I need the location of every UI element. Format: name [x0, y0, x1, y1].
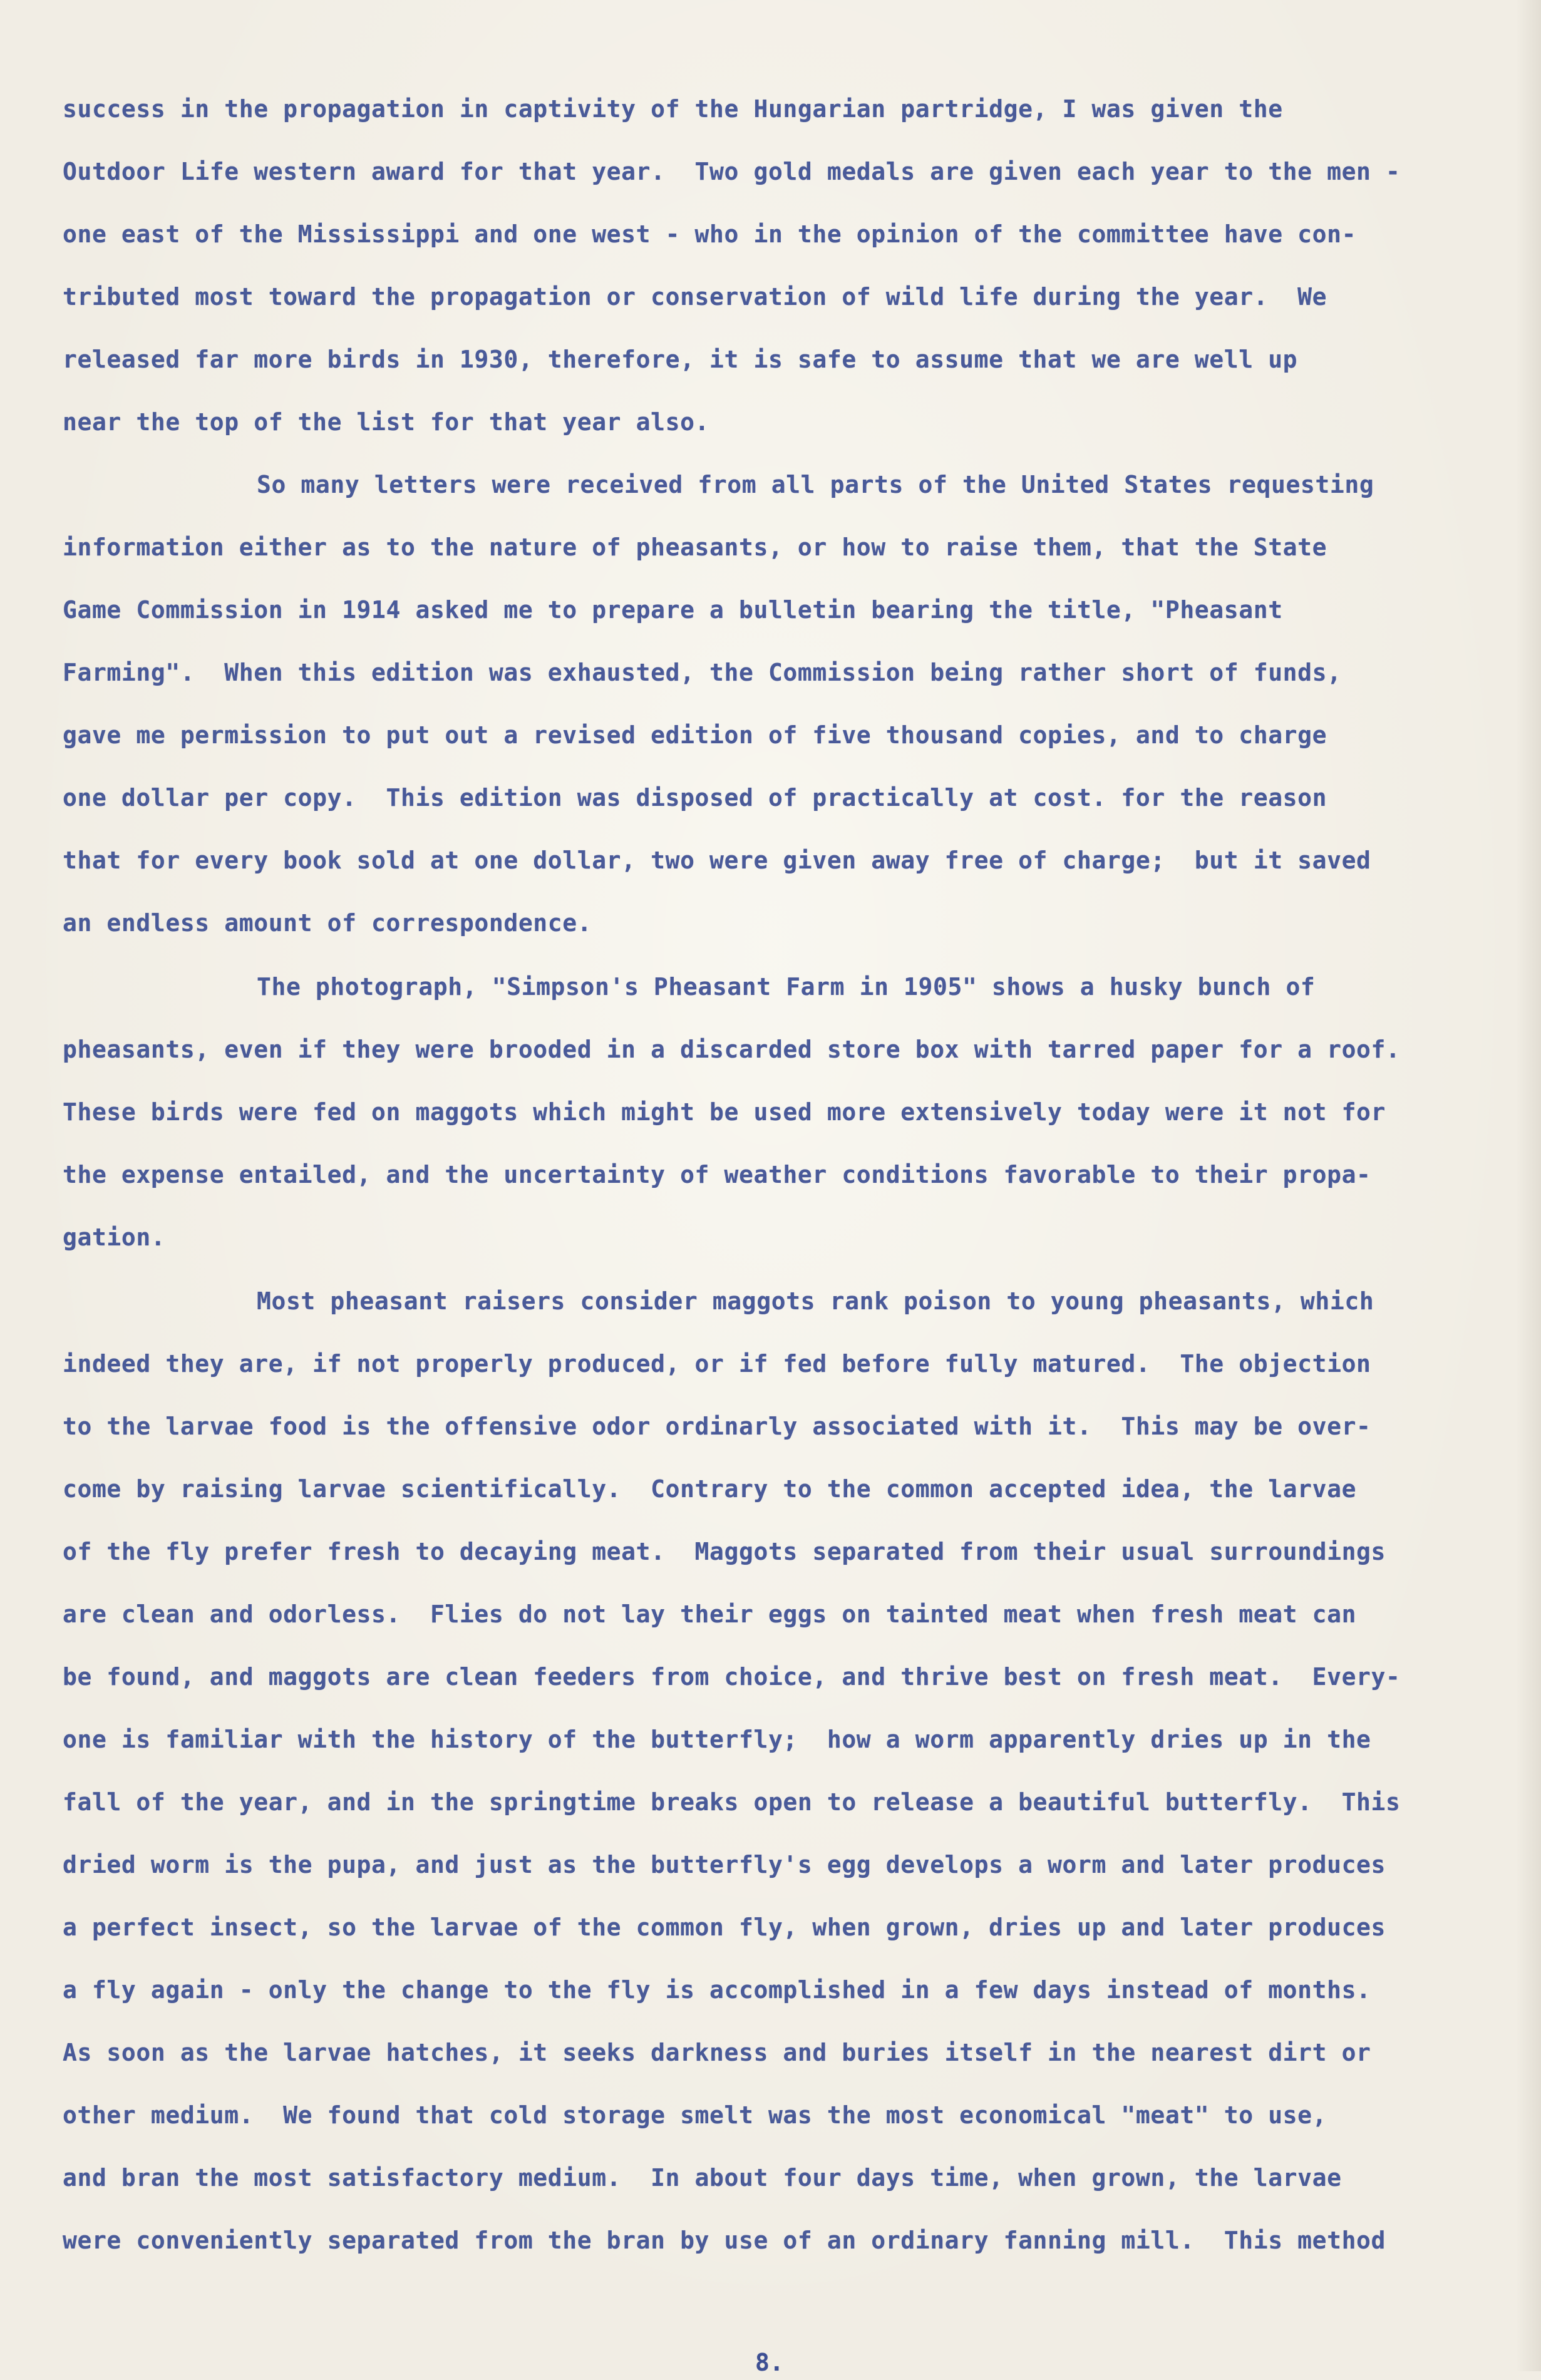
text-line: Farming". When this edition was exhausted, the Commission being rather short of funds,: [63, 659, 1342, 686]
text-line: a perfect insect, so the larvae of the common fly, when grown, dries up and later produces: [63, 1914, 1386, 1941]
text-line: one dollar per copy. This edition was disposed of practically at cost. for the reason: [63, 784, 1327, 811]
text-line: that for every book sold at one dollar, two were given away free of charge; but it saved: [63, 847, 1371, 874]
text-line: one east of the Mississippi and one west - who in the opinion of the committee have con-: [63, 220, 1357, 248]
text-line: and bran the most satisfactory medium. In about four days time, when grown, the larvae: [63, 2164, 1342, 2192]
text-line: released far more birds in 1930, therefore, it is safe to assume that we are well up: [63, 346, 1298, 373]
text-line: So many letters were received from all parts of the United States requesting: [257, 471, 1374, 498]
text-line: one is familiar with the history of the butterfly; how a worm apparently dries up in the: [63, 1726, 1371, 1753]
text-line: are clean and odorless. Flies do not lay their eggs on tainted meat when fresh meat can: [63, 1600, 1357, 1628]
text-line: pheasants, even if they were brooded in a discarded store box with tarred paper for a roof.: [63, 1036, 1401, 1063]
body-text: [63, 0, 1503, 2254]
text-line: an endless amount of correspondence.: [63, 909, 592, 937]
text-line: fall of the year, and in the springtime breaks open to release a beautiful butterfly. This: [63, 1788, 1401, 1816]
text-line: information either as to the nature of pheasants, or how to raise them, that the State: [63, 533, 1327, 561]
text-line: to the larvae food is the offensive odor ordinarly associated with it. This may be over-: [63, 1413, 1371, 1440]
text-line: were conveniently separated from the bran by use of an ordinary fanning mill. This method: [63, 2227, 1386, 2254]
text-line: Game Commission in 1914 asked me to prepare a bulletin bearing the title, "Pheasant: [63, 596, 1283, 624]
page-number: 8.: [755, 2349, 784, 2376]
text-line: indeed they are, if not properly produced, or if fed before fully matured. The objection: [63, 1350, 1371, 1378]
text-line: be found, and maggots are clean feeders from choice, and thrive best on fresh meat. Every-: [63, 1663, 1401, 1691]
text-line: Most pheasant raisers consider maggots rank poison to young pheasants, which: [257, 1287, 1374, 1315]
text-line: The photograph, "Simpson's Pheasant Farm in 1905" shows a husky bunch of: [257, 973, 1316, 1001]
text-line: other medium. We found that cold storage smelt was the most economical "meat" to use,: [63, 2101, 1327, 2129]
text-line: a fly again - only the change to the fly is accomplished in a few days instead of months.: [63, 1976, 1371, 2004]
text-line: gave me permission to put out a revised edition of five thousand copies, and to charge: [63, 721, 1327, 749]
text-line: gation.: [63, 1223, 166, 1251]
text-line: dried worm is the pupa, and just as the butterfly's egg develops a worm and later produces: [63, 1851, 1386, 1878]
text-line: As soon as the larvae hatches, it seeks darkness and buries itself in the nearest dirt or: [63, 2039, 1371, 2066]
text-line: the expense entailed, and the uncertainty of weather conditions favorable to their propa-: [63, 1161, 1371, 1188]
paper-edge-shading: [1516, 0, 1541, 2371]
text-line: tributed most toward the propagation or conservation of wild life during the year. We: [63, 283, 1327, 311]
text-line: success in the propagation in captivity of the Hungarian partridge, I was given the: [63, 95, 1283, 123]
text-line: Outdoor Life western award for that year. Two gold medals are given each year to the men -: [63, 158, 1401, 185]
text-line: come by raising larvae scientifically. Contrary to the common accepted idea, the larvae: [63, 1475, 1357, 1503]
text-line: of the fly prefer fresh to decaying meat. Maggots separated from their usual surroundings: [63, 1538, 1386, 1565]
text-line: near the top of the list for that year also.: [63, 408, 710, 436]
text-line: These birds were fed on maggots which might be used more extensively today were it not for: [63, 1098, 1386, 1126]
